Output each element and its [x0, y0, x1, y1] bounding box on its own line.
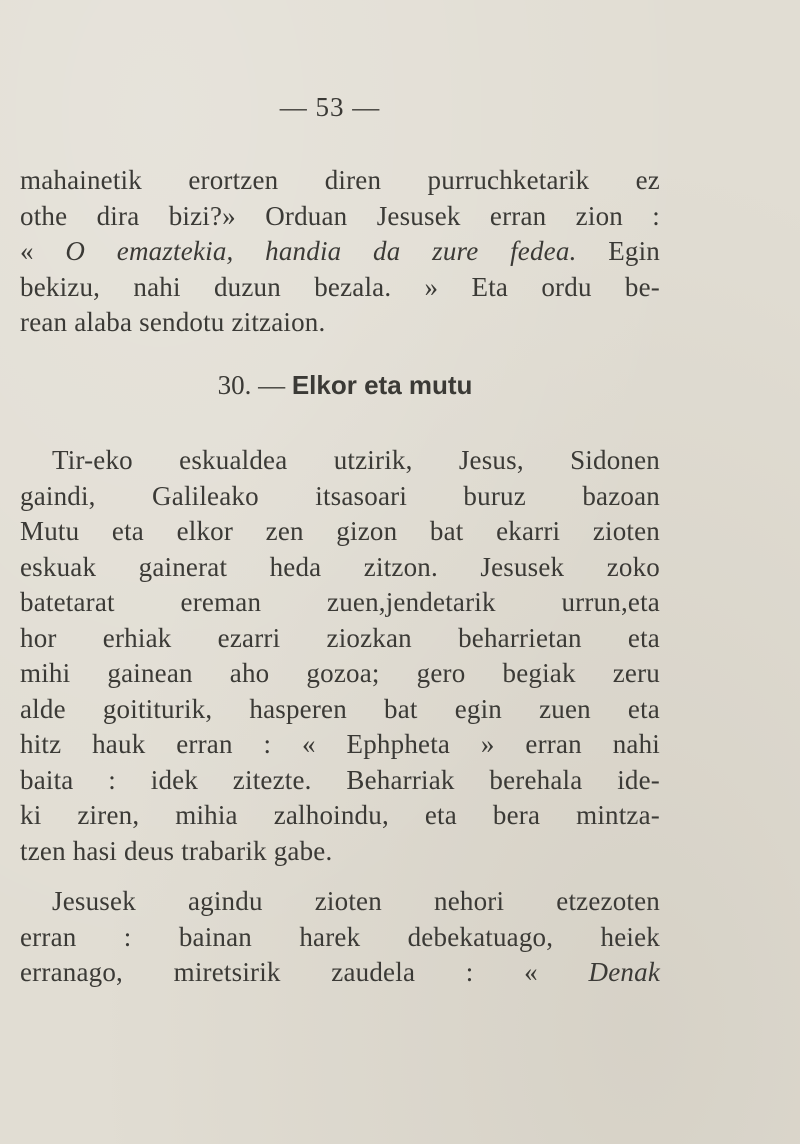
text-line: baita : idek zitezte. Beharriak berehala ide-: [20, 764, 660, 795]
text-line: eskuak gainerat heda zitzon. Jesusek zoko: [20, 551, 660, 582]
italic-text: O emaztekia, handia da zure fedea.: [65, 236, 577, 266]
text-line: gaindi, Galileako itsasoari buruz bazoan: [20, 480, 660, 511]
text-line: hitz hauk erran : « Ephpheta » erran nahi: [20, 729, 660, 759]
section-dash: —: [258, 370, 286, 400]
section-title: Elkor eta mutu: [291, 370, 473, 400]
text-line: Jesusek agindu zioten nehori etzezoten: [52, 886, 660, 916]
text-fragment: erranago, miretsirik zaudela : «: [20, 957, 589, 987]
text-line: alde goititurik, hasperen bat egin zuen eta: [20, 693, 660, 724]
text-line: rean alaba sendotu zitzaion.: [20, 307, 326, 337]
section-heading: [0, 370, 690, 401]
text-line: batetarat ereman zuen,jendetarik urrun,eta: [20, 587, 660, 617]
text-line: Mutu eta elkor zen gizon bat ekarri zioten: [20, 516, 660, 546]
italic-text: Denak: [588, 957, 660, 987]
text-line: erran : bainan harek debekatuago, heiek: [20, 921, 660, 952]
text-fragment: Egin: [576, 236, 661, 266]
text-line: bekizu, nahi duzun bezala. » Eta ordu be-: [20, 271, 660, 302]
paragraph-3: [20, 884, 660, 991]
paragraph-1: [20, 163, 660, 341]
text-line: tzen hasi deus trabarik gabe.: [20, 835, 333, 866]
page-number: — 53 —: [279, 92, 381, 122]
text-line-italic-run: [20, 234, 660, 270]
text-line-italic-run: [20, 955, 660, 991]
text-line: othe dira bizi?» Orduan Jesusek erran zion :: [20, 200, 660, 231]
paragraph-2: [20, 443, 660, 869]
text-line: ki ziren, mihia zalhoindu, eta bera mintza-: [20, 800, 660, 830]
text-line: Tir-eko eskualdea utzirik, Jesus, Sidonen: [52, 445, 660, 475]
quote-open: «: [20, 236, 66, 266]
text-line: mihi gainean aho gozoa; gero begiak zeru: [20, 658, 660, 688]
text-line: mahainetik erortzen diren purruchketarik ez: [20, 165, 660, 195]
section-number: 30.: [217, 370, 252, 400]
text-line: hor erhiak ezarri ziozkan beharrietan eta: [20, 622, 660, 653]
